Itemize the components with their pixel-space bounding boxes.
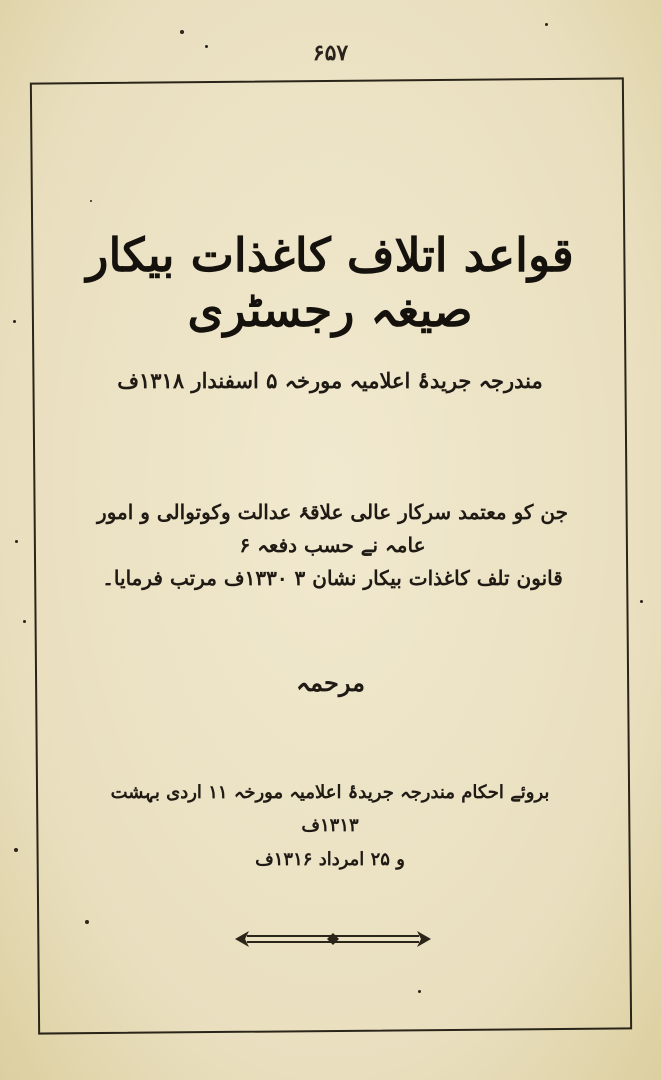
paper-speck xyxy=(13,320,16,323)
paper-speck xyxy=(418,990,421,993)
section-heading: مرحمہ xyxy=(296,668,365,697)
paper-speck xyxy=(14,848,18,852)
footer-line-1: بروئے احکام مندرجہ جریدۂ اعلامیہ مورخہ ۱۱ اردی بہشت ۱۳۱۳ف xyxy=(110,782,550,837)
body-line-2: قانون تلف کاغذات بیکار نشان ۳ ۱۳۳۰ف مرتب فرمایا۔ xyxy=(102,566,563,590)
paper-speck xyxy=(180,30,184,34)
body-paragraph xyxy=(85,496,580,595)
paper-speck xyxy=(23,620,26,623)
footer-line-2: و ۲۵ امرداد ۱۳۱۶ف xyxy=(255,848,405,870)
paper-speck xyxy=(205,45,208,48)
document-title: قواعد اتلاف کاغذات بیکار صیغہ رجسٹری xyxy=(86,228,574,338)
page-number: ۶۵۷ xyxy=(312,40,349,66)
body-line-1: جن کو معتمد سرکار عالی علاقۂ عدالت وکوتوالی و امور عامہ نے حسب دفعہ ۶ xyxy=(97,500,568,557)
paper-speck xyxy=(545,23,548,26)
ornament-divider-icon xyxy=(233,927,433,951)
paper-speck xyxy=(85,920,89,924)
document-subtitle: مندرجہ جریدۂ اعلامیہ مورخہ ۵ اسفندار ۱۳۱۸ف xyxy=(117,368,543,393)
paper-speck xyxy=(640,600,643,603)
paper-speck xyxy=(90,200,92,202)
footer-paragraph xyxy=(85,776,575,876)
paper-speck xyxy=(15,540,18,543)
